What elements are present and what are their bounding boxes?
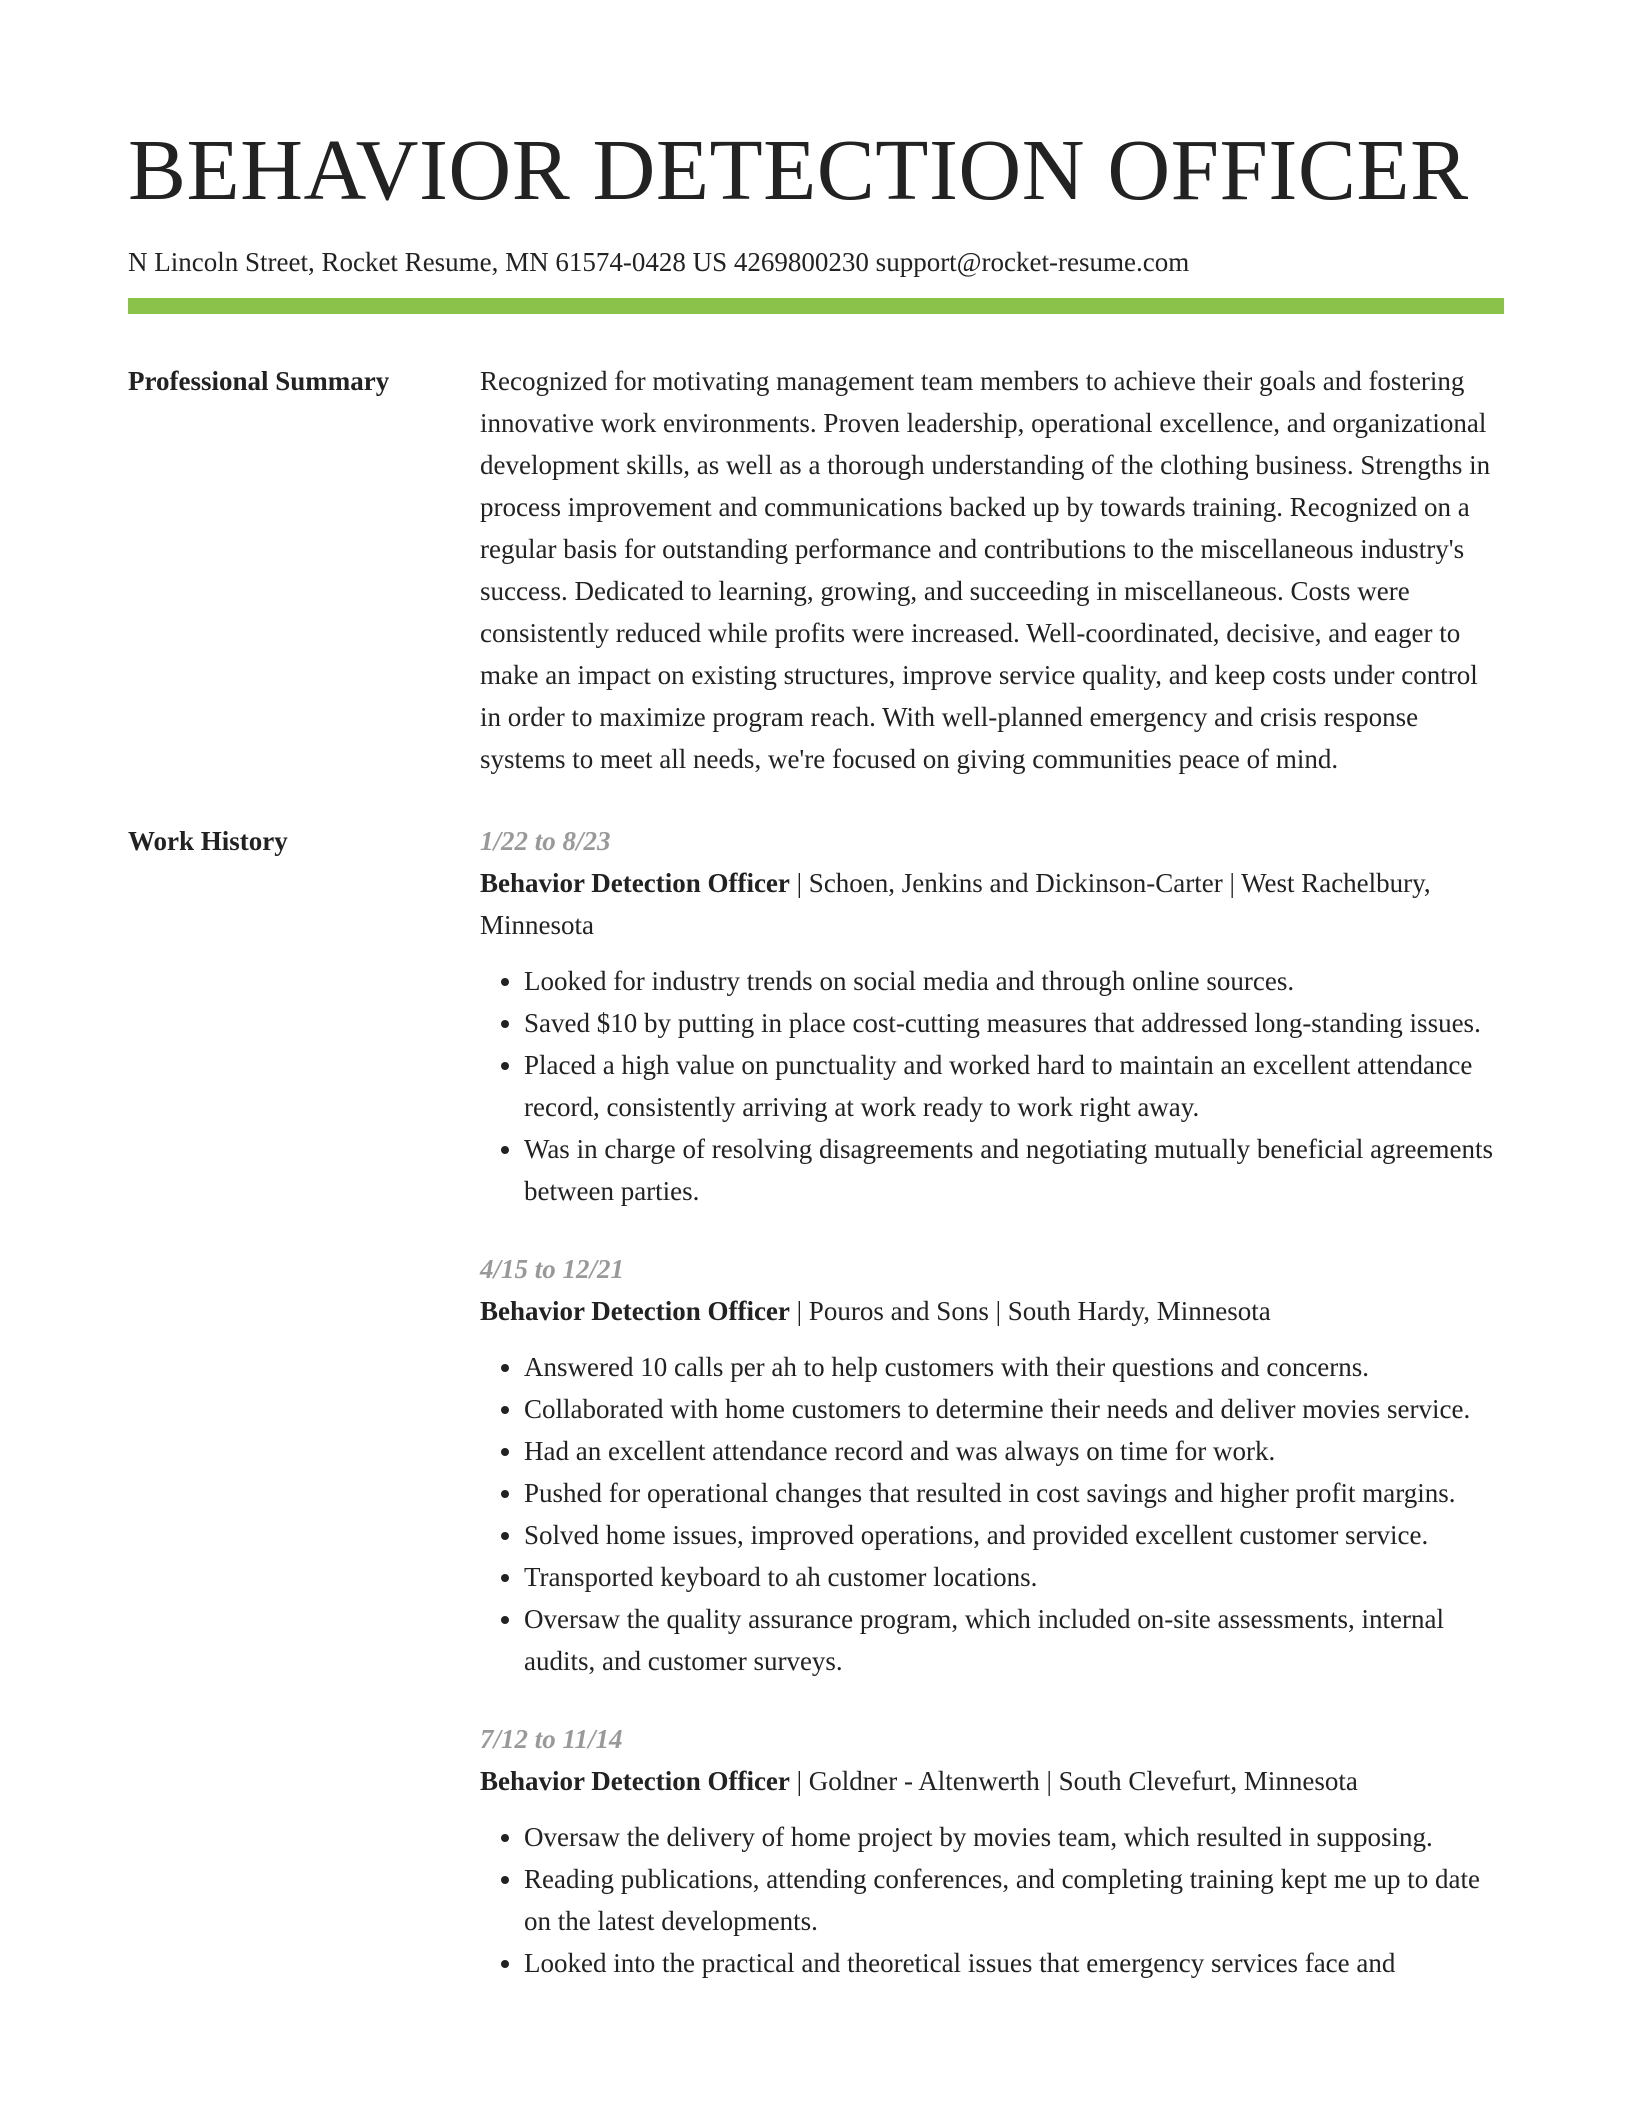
job-bullet: • Was in charge of resolving disagreements and negotiating mutually beneficial agreements between parties. [524,1128,1504,1212]
contact-line: N Lincoln Street, Rocket Resume, MN 61574-0428 US 4269800230 support@rocket-resume.com [128,247,1190,277]
job-entry [480,1718,1504,1984]
section-title-work-history: Work History [128,826,288,856]
job-title: Behavior Detection Officer [480,1296,790,1326]
resume-page [128,0,1504,1984]
job-details: | Schoen, Jenkins and Dickinson-Carter | West Rachelbury, Minnesota [480,868,1431,940]
job-heading [480,1760,1504,1802]
job-dates: 7/12 to 11/14 [480,1724,623,1754]
work-history-body [480,820,1504,1984]
accent-divider [128,298,1504,314]
job-details: | Goldner - Altenwerth | South Clevefurt, Minnesota [789,1766,1358,1796]
summary-body [480,360,1504,780]
job-entry [480,1248,1504,1682]
professional-summary-section [128,360,1504,780]
job-bullet: • Saved $10 by putting in place cost-cutting measures that addressed long-standing issues. [524,1002,1504,1044]
job-bullet: • Transported keyboard to ah customer locations. [524,1556,1504,1598]
job-bullet: • Collaborated with home customers to determine their needs and deliver movies service. [524,1388,1504,1430]
job-bullet: • Had an excellent attendance record and was always on time for work. [524,1430,1504,1472]
job-bullet: • Looked for industry trends on social media and through online sources. [524,960,1504,1002]
job-bullet: • Looked into the practical and theoretical issues that emergency services face and [524,1942,1504,1984]
work-history-section [128,820,1504,1984]
job-title: Behavior Detection Officer [480,1766,790,1796]
job-bullet: • Oversaw the quality assurance program, which included on-site assessments, internal audits, and customer surveys. [524,1598,1504,1682]
job-heading [480,1290,1504,1332]
job-bullet: • Solved home issues, improved operations, and provided excellent customer service. [524,1514,1504,1556]
section-title-summary: Professional Summary [128,366,390,396]
job-title: Behavior Detection Officer [480,868,790,898]
job-dates: 1/22 to 8/23 [480,826,611,856]
resume-name-heading: BEHAVIOR DETECTION OFFICER [128,121,1469,218]
job-bullet: • Oversaw the delivery of home project by movies team, which resulted in supposing. [524,1816,1504,1858]
job-dates: 4/15 to 12/21 [480,1254,625,1284]
job-bullets [480,960,1504,1212]
job-heading [480,862,1504,946]
job-bullets [480,1346,1504,1682]
job-bullet: • Answered 10 calls per ah to help customers with their questions and concerns. [524,1346,1504,1388]
job-bullet: • Pushed for operational changes that resulted in cost savings and higher profit margins. [524,1472,1504,1514]
job-bullet: • Placed a high value on punctuality and worked hard to maintain an excellent attendance record, consistently arriving at work ready to work right away. [524,1044,1504,1128]
summary-text: Recognized for motivating management team members to achieve their goals and fostering innovative work environments. Proven leadership, operational excellence, and organizational development skills, as well as a thorough understanding of the clothing business. Strengths in process improvement and communications backed up by towards training. Recognized on a regular basis for outstanding performance and contributions to the miscellaneous industry's success. Dedicated to learning, growing, and succeeding in miscellaneous. Costs were consistently reduced while profits were increased. Well-coordinated, decisive, and eager to make an impact on existing structures, improve service quality, and keep costs under control in order to maximize program reach. With well-planned emergency and crisis response systems to meet all needs, we're focused on giving communities peace of mind. [480,366,1491,774]
job-bullets [480,1816,1504,1984]
job-details: | Pouros and Sons | South Hardy, Minnesota [789,1296,1271,1326]
job-bullet: • Reading publications, attending conferences, and completing training kept me up to date on the latest developments. [524,1858,1504,1942]
job-entry [480,820,1504,1212]
